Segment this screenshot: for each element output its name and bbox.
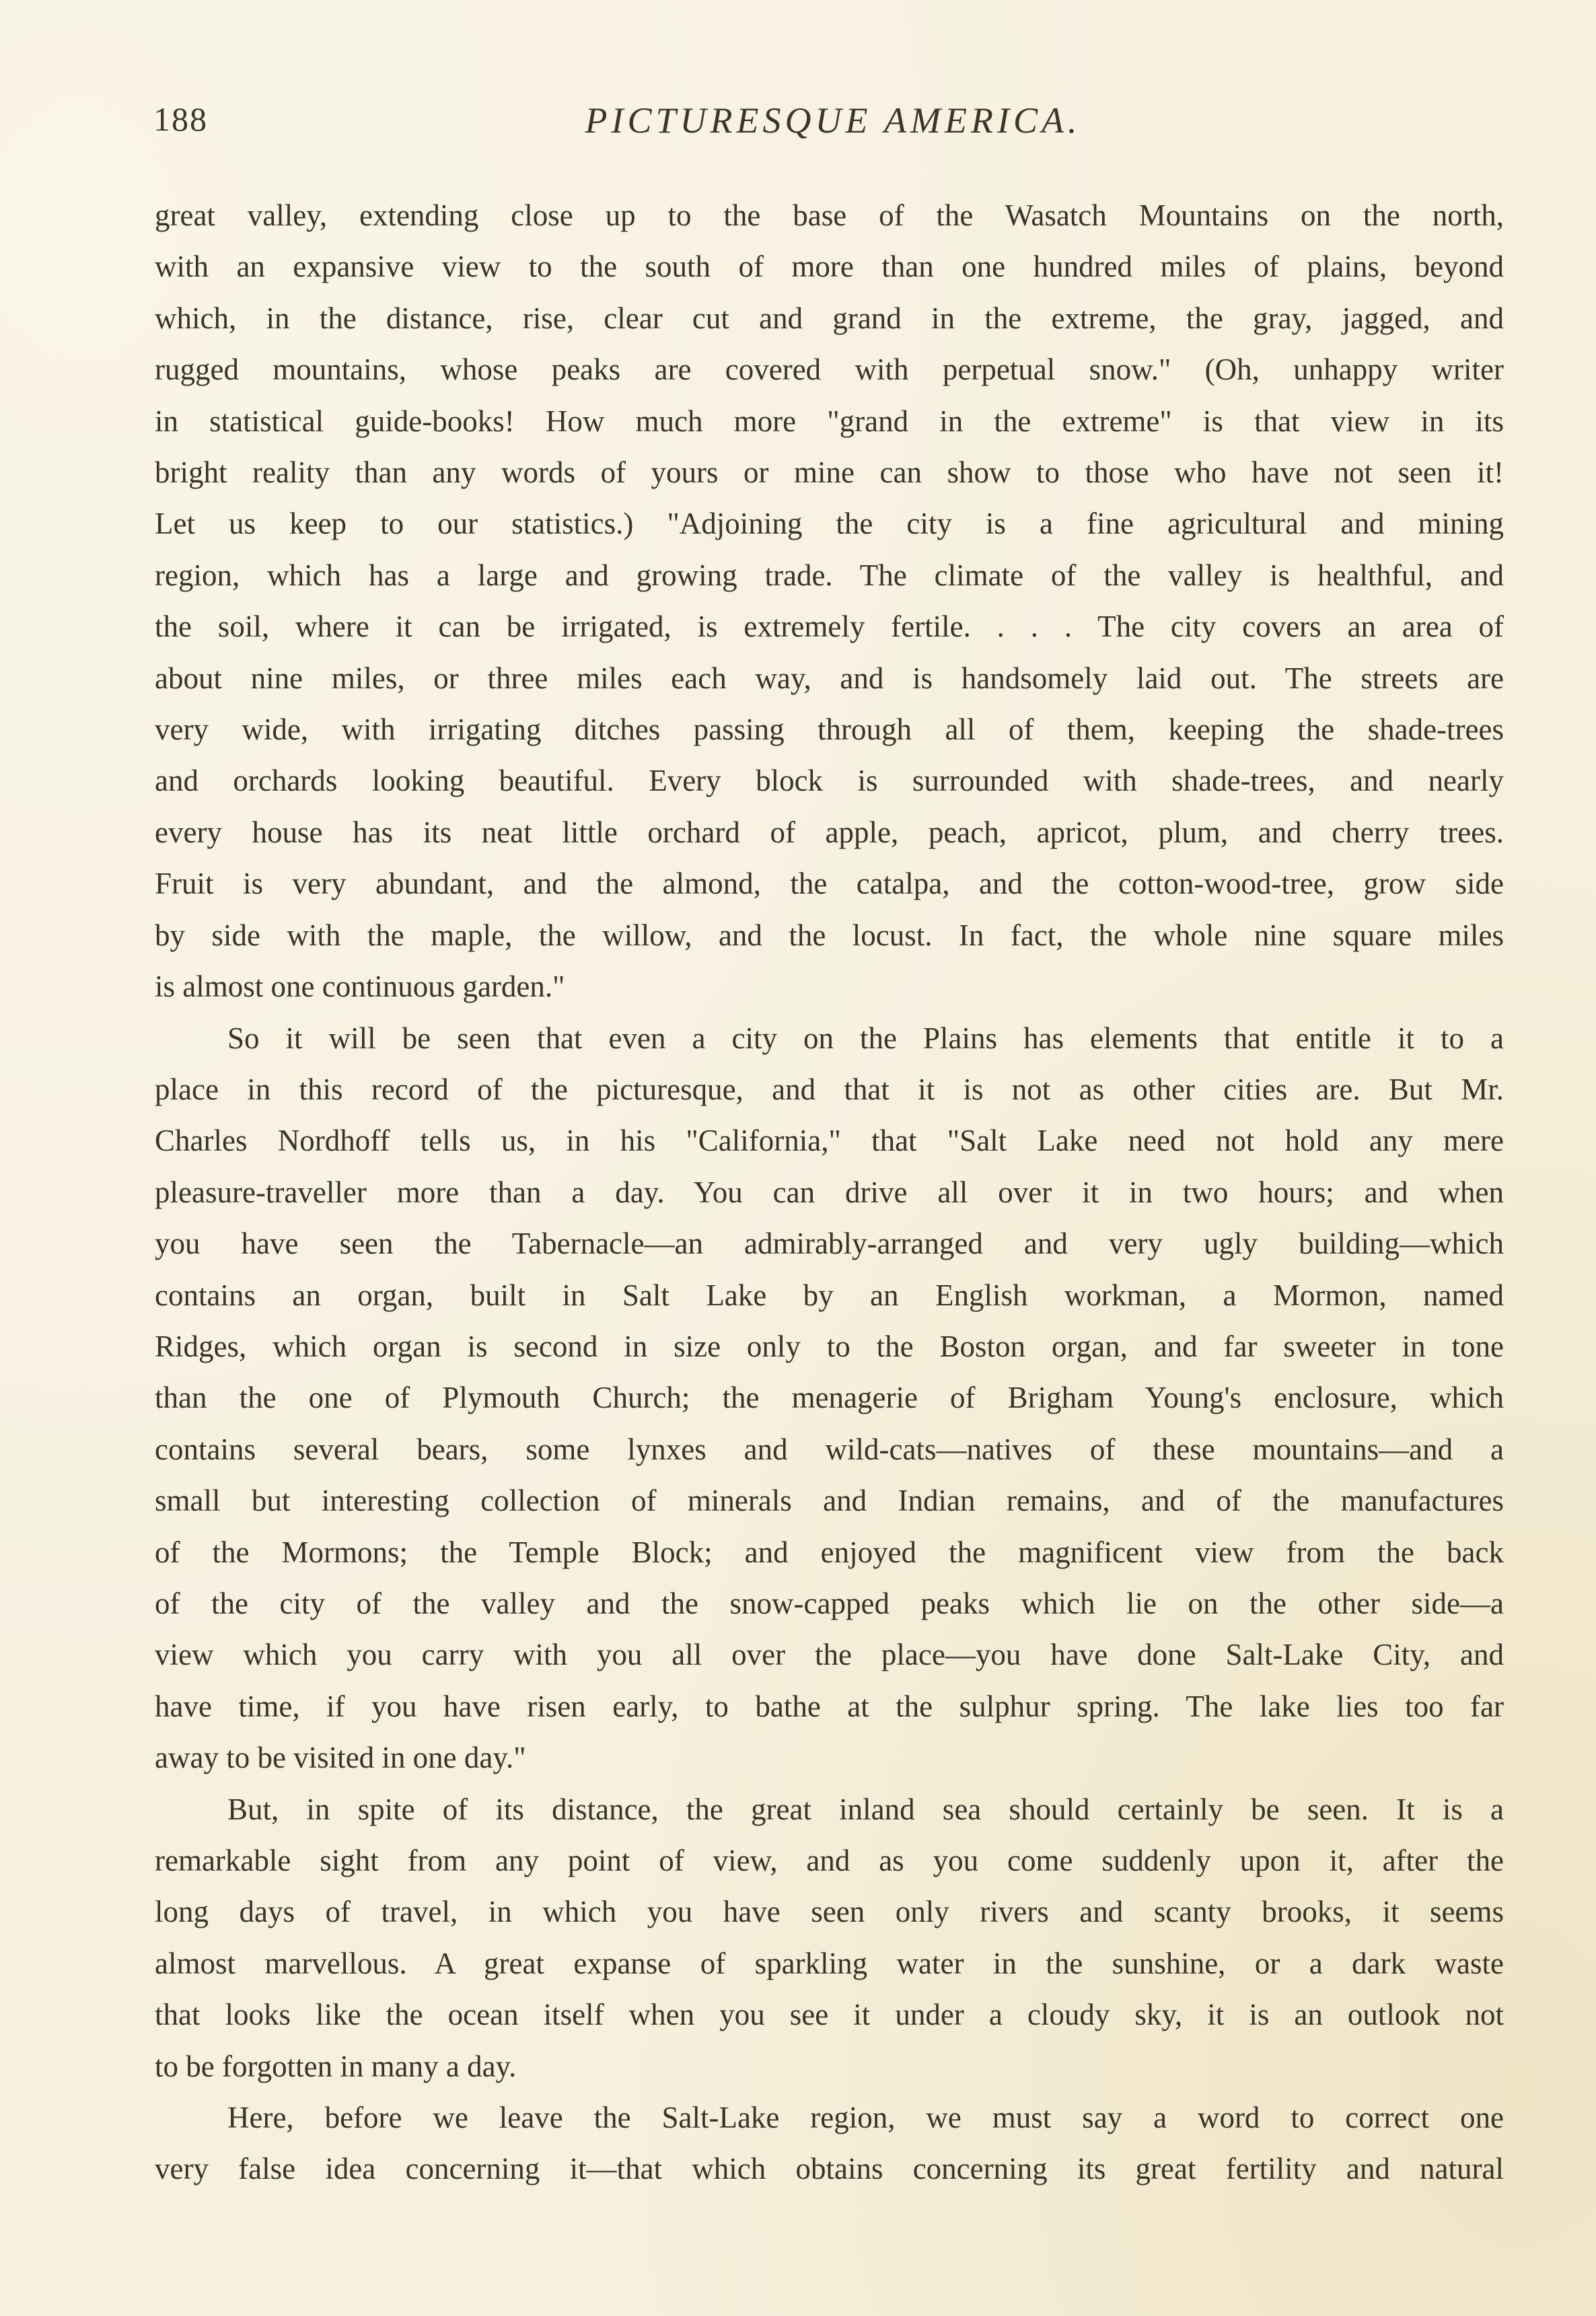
text-line: small but interesting collection of minerals and Indian remains, and of the manufactures	[155, 1484, 1504, 1518]
text-line: about nine miles, or three miles each way, and is handsomely laid out. The streets are	[155, 661, 1504, 695]
text-line: contains several bears, some lynxes and wild-cats—natives of these mountains—and a	[155, 1432, 1504, 1466]
text-line: very false idea concerning it—that which obtains concerning its great fertility and natural	[155, 2152, 1504, 2186]
text-line: every house has its neat little orchard of apple, peach, apricot, plum, and cherry trees.	[155, 815, 1504, 849]
text-line: to be forgotten in many a day.	[155, 2049, 517, 2083]
body-text	[155, 190, 1504, 2195]
text-line: But, in spite of its distance, the great inland sea should certainly be seen. It is a	[227, 1792, 1504, 1826]
text-line: in statistical guide-books! How much more "grand in the extreme" is that view in its	[155, 404, 1504, 438]
text-line: very wide, with irrigating ditches passing through all of them, keeping the shade-trees	[155, 713, 1504, 747]
text-line: you have seen the Tabernacle—an admirably-arranged and very ugly building—which	[155, 1227, 1504, 1261]
text-line: Here, before we leave the Salt-Lake region, we must say a word to correct one	[227, 2101, 1504, 2135]
paragraph	[155, 1013, 1504, 1784]
paragraph	[155, 2092, 1504, 2195]
paragraph	[155, 190, 1504, 1013]
text-line: with an expansive view to the south of more than one hundred miles of plains, beyond	[155, 250, 1504, 284]
text-line: of the city of the valley and the snow-capped peaks which lie on the other side—a	[155, 1586, 1504, 1620]
text-line: by side with the maple, the willow, and the locust. In fact, the whole nine square miles	[155, 918, 1504, 952]
text-line: Ridges, which organ is second in size only to the Boston organ, and far sweeter in tone	[155, 1329, 1504, 1363]
text-line: Charles Nordhoff tells us, in his "California," that "Salt Lake need not hold any mere	[155, 1124, 1504, 1158]
text-line: Let us keep to our statistics.) "Adjoining the city is a fine agricultural and mining	[155, 507, 1504, 541]
text-line: rugged mountains, whose peaks are covered with perpetual snow." (Oh, unhappy writer	[155, 353, 1504, 387]
text-line: So it will be seen that even a city on the Plains has elements that entitle it to a	[227, 1021, 1504, 1055]
text-line: than the one of Plymouth Church; the menagerie of Brigham Young's enclosure, which	[155, 1381, 1504, 1415]
text-line: Fruit is very abundant, and the almond, the catalpa, and the cotton-wood-tree, grow side	[155, 867, 1504, 901]
text-line: view which you carry with you all over the place—you have done Salt-Lake City, and	[155, 1638, 1504, 1672]
paragraph	[155, 1784, 1504, 2092]
page-number: 188	[153, 100, 208, 138]
text-line: remarkable sight from any point of view, and as you come suddenly upon it, after the	[155, 1844, 1504, 1877]
text-line: away to be visited in one day."	[155, 1741, 526, 1775]
text-line: is almost one continuous garden."	[155, 970, 565, 1004]
text-line: have time, if you have risen early, to bathe at the sulphur spring. The lake lies too far	[155, 1689, 1504, 1723]
text-line: the soil, where it can be irrigated, is extremely fertile. . . . The city covers an area of	[155, 610, 1504, 644]
text-line: great valley, extending close up to the base of the Wasatch Mountains on the north,	[155, 198, 1504, 232]
text-line: place in this record of the picturesque, and that it is not as other cities are. But Mr.	[155, 1072, 1504, 1106]
text-line: long days of travel, in which you have seen only rivers and scanty brooks, it seems	[155, 1895, 1504, 1929]
text-line: almost marvellous. A great expanse of sparkling water in the sunshine, or a dark waste	[155, 1946, 1504, 1980]
text-line: region, which has a large and growing trade. The climate of the valley is healthful, and	[155, 558, 1504, 592]
running-title: PICTURESQUE AMERICA.	[585, 100, 1081, 141]
text-line: that looks like the ocean itself when you see it under a cloudy sky, it is an outlook not	[155, 1998, 1504, 2032]
text-line: which, in the distance, rise, clear cut and grand in the extreme, the gray, jagged, and	[155, 301, 1504, 335]
text-line: pleasure-traveller more than a day. You can drive all over it in two hours; and when	[155, 1175, 1504, 1209]
page-header	[153, 100, 1513, 153]
text-line: of the Mormons; the Temple Block; and enjoyed the magnificent view from the back	[155, 1535, 1504, 1569]
text-line: contains an organ, built in Salt Lake by an English workman, a Mormon, named	[155, 1278, 1504, 1312]
text-line: and orchards looking beautiful. Every block is surrounded with shade-trees, and nearly	[155, 764, 1504, 798]
text-line: bright reality than any words of yours or mine can show to those who have not seen it!	[155, 456, 1504, 490]
